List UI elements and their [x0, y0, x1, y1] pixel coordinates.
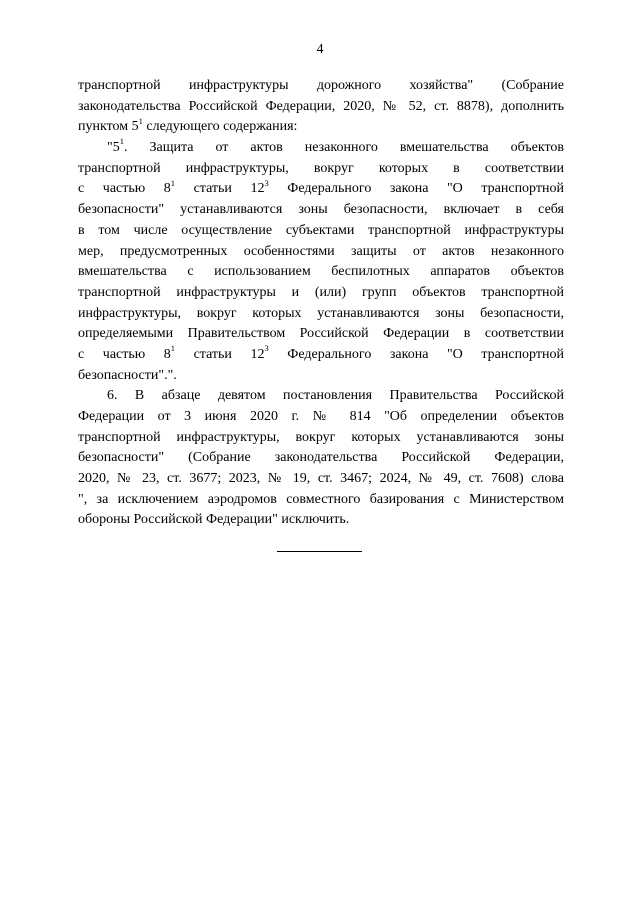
text-run: транспортной инфраструктуры и (или) групп объектов транспортной: [78, 284, 564, 300]
text-line: [78, 469, 564, 490]
paragraph: [78, 138, 564, 386]
text-line: [78, 76, 564, 97]
text-line: [78, 428, 564, 449]
superscript: 1: [170, 177, 176, 188]
text-run: транспортной инфраструктуры дорожного хозяйства" (Собрание: [78, 78, 564, 93]
text-line: [78, 304, 564, 325]
text-run: законодательства Российской Федерации, 2020, № 52, ст. 8878), дополнить: [78, 98, 564, 114]
text-run: с частью 8: [78, 346, 171, 362]
text-run: следующего содержания:: [142, 119, 298, 135]
text-run: пунктом 5: [78, 119, 139, 135]
superscript: 3: [264, 177, 269, 188]
text-run: безопасности" (Собрание законодательства Российской Федерации,: [78, 450, 564, 466]
text-line: [107, 138, 564, 159]
text-run: безопасности" устанавливаются зоны безопасности, включает в себя: [78, 202, 564, 218]
paragraph: [78, 76, 564, 138]
text-run: определяемыми Правительством Российской Федерации в соответствии: [78, 326, 564, 342]
text-line: [78, 448, 564, 469]
text-line: [78, 510, 564, 531]
text-run: Федерального закона "О транспортной: [268, 181, 564, 197]
text-run: в том числе осуществление субъектами транспортной инфраструктуры: [78, 222, 564, 238]
text-line: [78, 324, 564, 345]
text-run: статьи 12: [175, 181, 265, 197]
text-run: обороны Российской Федерации" исключить.: [78, 512, 350, 528]
text-run: транспортной инфраструктуры, вокруг которых устанавливаются зоны: [78, 429, 564, 445]
text-run: транспортной инфраструктуры, вокруг которых в соответствии: [78, 160, 564, 176]
text-run: 6. В абзаце девятом постановления Правительства Российской: [107, 388, 564, 404]
text-run: 2020, № 23, ст. 3677; 2023, № 19, ст. 3467; 2024, № 49, ст. 7608) слова: [78, 471, 564, 487]
text-run: "5: [107, 140, 120, 156]
text-line: [78, 242, 564, 263]
superscript: 3: [264, 343, 269, 354]
closing-rule: [277, 551, 362, 552]
text-line: [78, 490, 564, 511]
superscript: 1: [119, 136, 124, 147]
text-line: [78, 179, 564, 200]
text-run: статьи 12: [175, 346, 265, 362]
text-line: [78, 262, 564, 283]
text-line: [78, 283, 564, 304]
text-line: [78, 345, 564, 366]
text-run: с частью 8: [78, 181, 171, 197]
text-line: [78, 200, 564, 221]
paragraph: [78, 386, 564, 531]
text-line: [78, 407, 564, 428]
text-run: Федерации от 3 июня 2020 г. № 814 "Об определении объектов: [78, 409, 564, 424]
text-run: Федерального закона "О транспортной: [268, 346, 564, 362]
text-line: [78, 366, 564, 387]
text-run: вмешательства с использованием беспилотных аппаратов объектов: [78, 264, 564, 280]
text-line: [78, 159, 564, 180]
text-run: . Защита от актов незаконного вмешательства объектов: [123, 140, 564, 156]
text-run: безопасности".".: [78, 367, 177, 383]
text-run: мер, предусмотренных особенностями защиты от актов незаконного: [78, 243, 564, 259]
text-line: [78, 117, 564, 138]
page-number: 4: [316, 42, 324, 57]
text-line: [78, 221, 564, 242]
text-run: инфраструктуры, вокруг которых устанавливаются зоны безопасности,: [78, 305, 564, 321]
text-line: [78, 97, 564, 118]
superscript: 1: [170, 343, 176, 354]
document-body: [78, 76, 564, 531]
text-line: [107, 386, 564, 407]
superscript: 1: [138, 115, 143, 126]
text-run: ", за исключением аэродромов совместного базирования с Министерством: [78, 491, 564, 507]
